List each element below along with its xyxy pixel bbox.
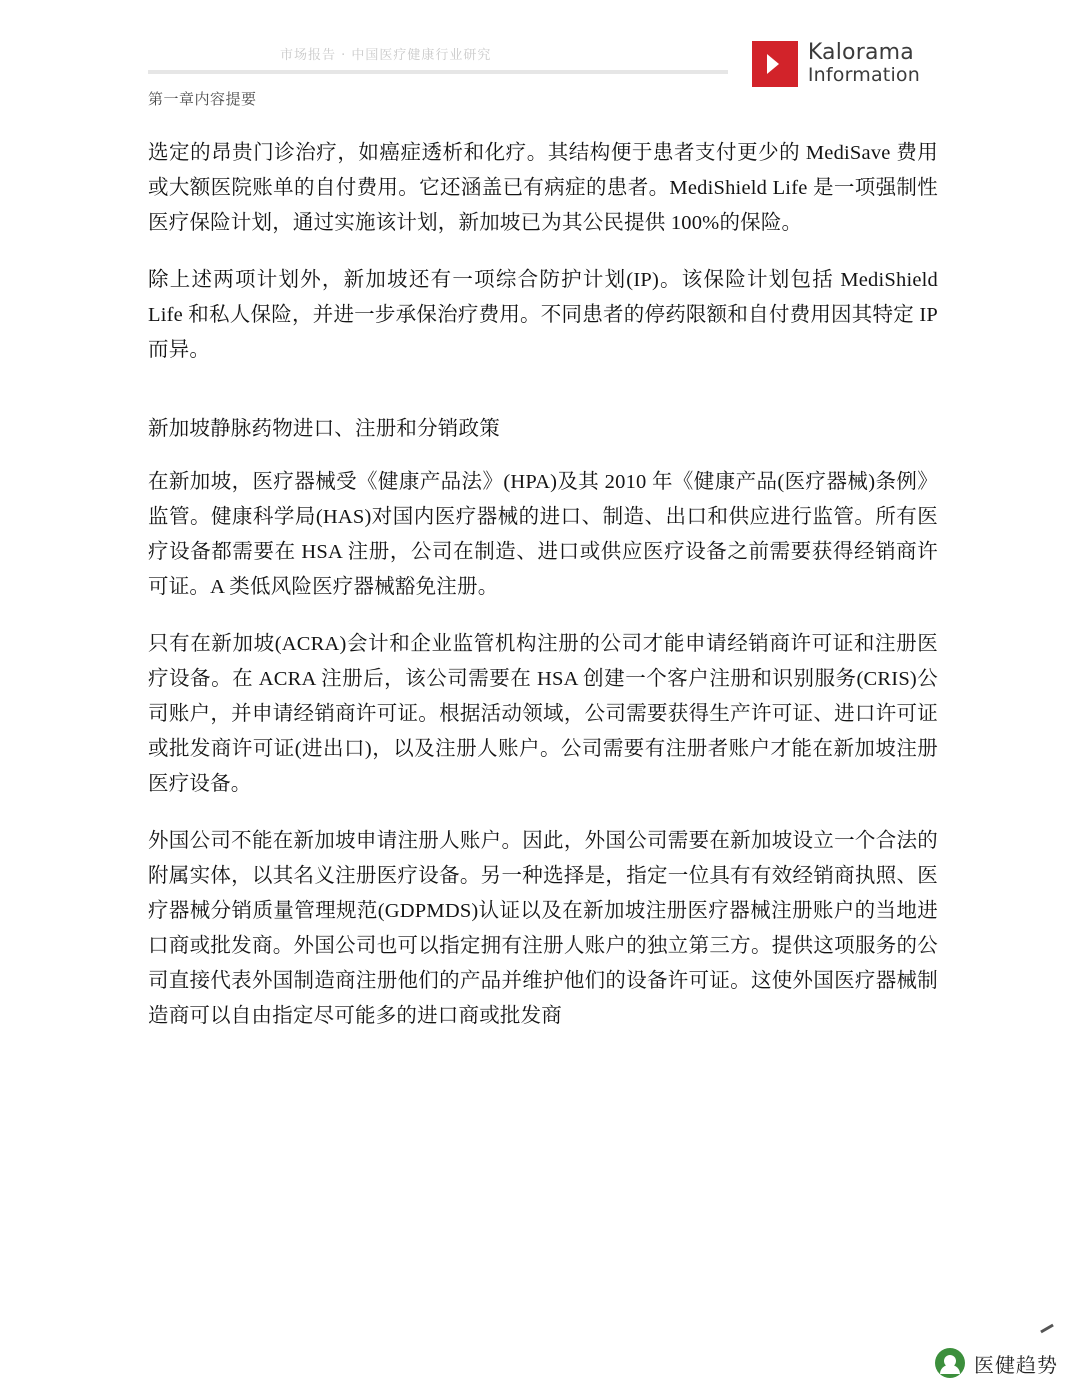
document-body [148, 136, 938, 1056]
logo-text-block [808, 40, 920, 87]
paragraph: 除上述两项计划外，新加坡还有一项综合防护计划(IP)。该保险计划包括 MediShield Life 和私人保险，并进一步承保治疗费用。不同患者的停药限额和自付费用因其特定 IP 而异。 [148, 269, 938, 361]
paragraph: 外国公司不能在新加坡申请注册人账户。因此，外国公司需要在新加坡设立一个合法的附属实体，以其名义注册医疗设备。另一种选择是，指定一位具有有效经销商执照、医疗器械分销质量管理规范(GDPMDS)认证以及在新加坡注册医疗器械注册账户的当地进口商或批发商。外国公司也可以指定拥有注册人账户的独立第三方。提供这项服务的公司直接代表外国制造商注册他们的产品并维护他们的设备许可证。这使外国医疗器械制造商可以自由指定尽可能多的进口商或批发商 [148, 830, 938, 1027]
leaf-circle-icon [935, 1348, 965, 1378]
paragraph: 在新加坡，医疗器械受《健康产品法》(HPA)及其 2010 年《健康产品(医疗器械)条例》监管。健康科学局(HAS)对国内医疗器械的进口、制造、出口和供应进行监管。所有医疗设备都需要在 HSA 注册，公司在制造、进口或供应医疗设备之前需要获得经销商许可证。A 类低风险医疗器械豁免注册。 [148, 471, 938, 598]
paragraph: 只有在新加坡(ACRA)会计和企业监管机构注册的公司才能申请经销商许可证和注册医疗设备。在 ACRA 注册后，该公司需要在 HSA 创建一个客户注册和识别服务(CRIS)公司账户，并申请经销商许可证。根据活动领域，公司需要获得生产许可证、进口许可证或批发商许可证(进出口)，以及注册人账户。公司需要有注册者账户才能在新加坡注册医疗设备。 [148, 633, 938, 795]
kalorama-logo [752, 40, 920, 87]
page-header [0, 0, 1080, 120]
paragraph: 选定的昂贵门诊治疗，如癌症透析和化疗。其结构便于患者支付更少的 MediSave 费用或大额医院账单的自付费用。它还涵盖已有病症的患者。MediShield Life 是一项强制性医疗保险计划，通过实施该计划，新加坡已为其公民提供 100%的保险。 [148, 142, 938, 234]
logo-subtitle: Information [807, 64, 920, 87]
kalorama-k-mark-icon [752, 41, 798, 87]
footer-watermark [935, 1348, 1058, 1378]
page-corner-mark [1040, 1324, 1054, 1334]
header-divider [148, 70, 728, 74]
logo-title: Kalorama [807, 40, 914, 65]
chapter-label: 第一章内容提要 [148, 90, 257, 108]
footer-watermark-label: 医健趋势 [974, 1352, 1058, 1377]
header-faint-text: 市场报告 · 中国医疗健康行业研究 [280, 48, 492, 63]
section-heading: 新加坡静脉药物进口、注册和分销政策 [148, 418, 500, 440]
